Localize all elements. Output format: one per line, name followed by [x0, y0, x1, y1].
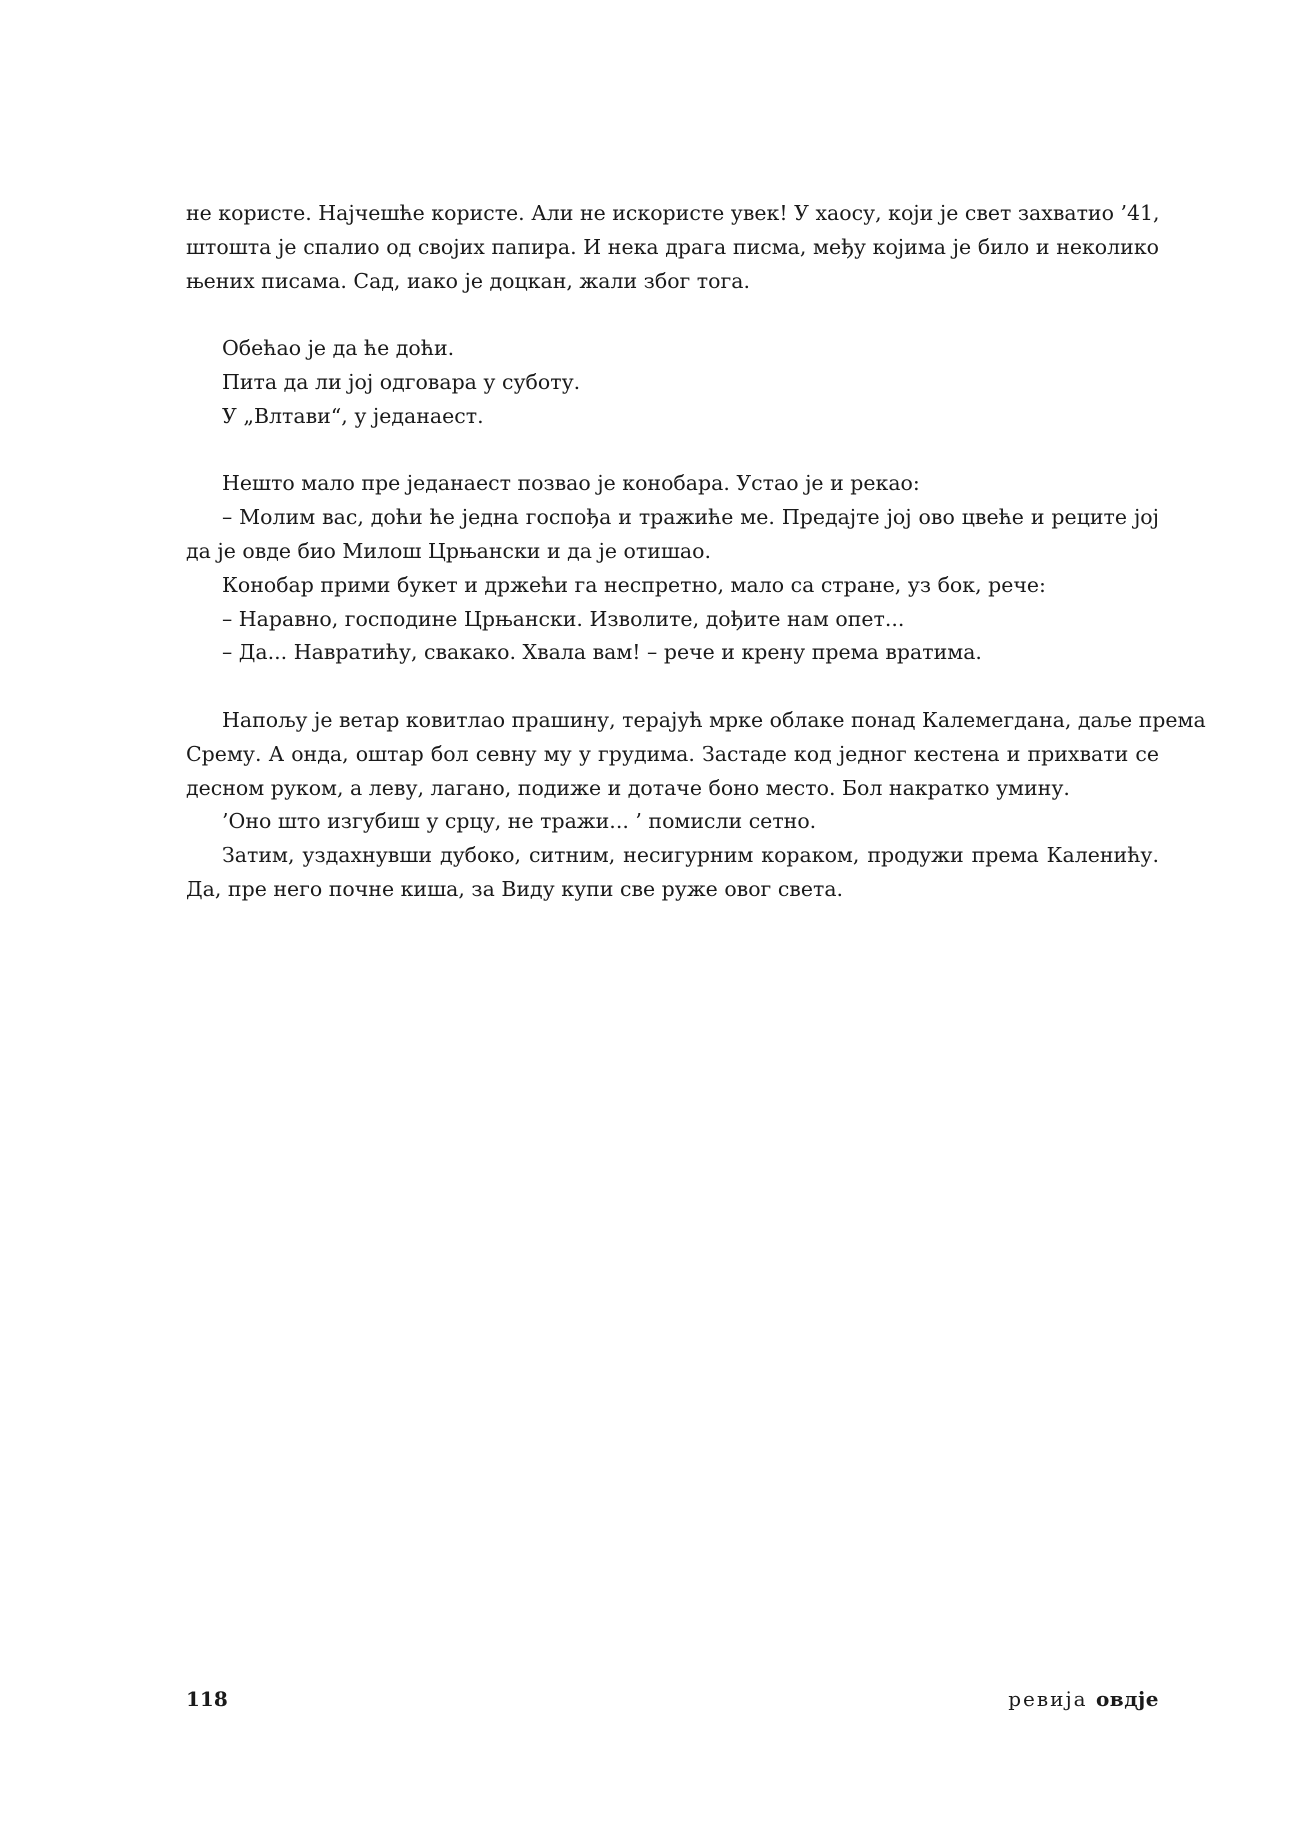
text-line: Конобар прими букет и држећи га неспретно, мало са стране, уз бок, рече:: [222, 572, 1046, 597]
text-line: Да, пре него почне киша, за Виду купи све руже овог света.: [186, 876, 844, 901]
text-line: Срему. А онда, оштар бол севну му у грудима. Застаде код једног кестена и прихвати се: [186, 741, 1159, 766]
text-line: – Да... Навратићу, свакако. Хвала вам! – рече и крену према вратима.: [222, 640, 982, 665]
journal-title: овдје: [1095, 1687, 1159, 1711]
paragraph-gap: [186, 670, 1159, 704]
text-line: штошта је спалио од својих папира. И нека драга писма, међу којима је било и неколико: [186, 234, 1159, 259]
paragraph-gap: [186, 434, 1159, 468]
text-line: њених писама. Сад, иако је доцкан, жали због тога.: [186, 268, 750, 293]
text-line: да је овде био Милош Црњански и да је отишао.: [186, 538, 712, 563]
text-line: десном руком, а леву, лагано, подиже и дотаче боно место. Бол накратко умину.: [186, 775, 1070, 800]
page-footer: [186, 1687, 1159, 1715]
paragraph-gap: [186, 298, 1159, 332]
text-line: Напољу је ветар ковитлао прашину, терајућ мрке облаке понад Калемегдана, даље према: [222, 707, 1206, 732]
text-line: ’Оно што изгубиш у срцу, не тражи... ’ помисли сетно.: [222, 809, 817, 834]
text-line: Пита да ли јој одговара у суботу.: [222, 369, 581, 394]
text-line: Обећао је да ће доћи.: [222, 336, 455, 361]
text-line: Нешто мало пре једанаест позвао је конобара. Устао је и рекао:: [222, 471, 920, 496]
journal-name: [1008, 1687, 1159, 1711]
text-line: – Наравно, господине Црњански. Изволите, дођите нам опет...: [222, 606, 905, 631]
text-line: Затим, уздахнувши дубоко, ситним, несигурним кораком, продужи према Каленићу.: [222, 843, 1159, 868]
text-line: – Молим вас, доћи ће једна госпођа и тражиће ме. Предајте јој ово цвеће и реците јој: [222, 505, 1159, 530]
article-text: [186, 197, 1206, 907]
page-number: 118: [186, 1687, 228, 1711]
text-line: У „Влтави“, у једанаест.: [222, 403, 484, 428]
journal-prefix: ревија: [1008, 1687, 1088, 1711]
text-line: не користе. Најчешће користе. Али не искористе увек! У хаосу, који је свет захватио ’41,: [186, 201, 1160, 225]
